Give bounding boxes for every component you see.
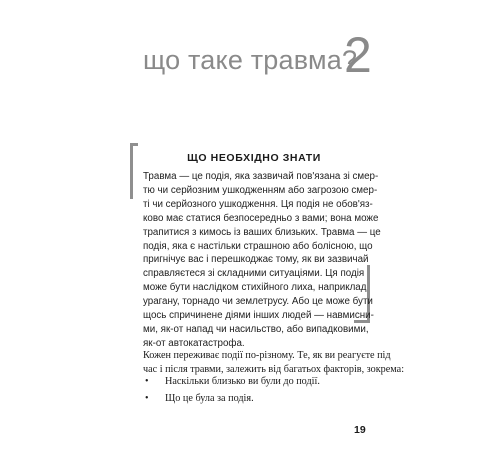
info-box-line: пригнічує вас і перешкоджає тому, як ви зазвичай (143, 254, 369, 266)
info-box-line: Травма — це подія, яка зазвичай пов'язана зі смер- (143, 171, 379, 182)
info-box-line: тю чи серйозним ушкодженням або загрозою смер- (143, 184, 378, 196)
info-box-line: справляєтеся зі складними ситуаціями. Ця подія (143, 268, 365, 280)
bullet-item (143, 375, 373, 390)
info-box-line: щось спричинене діями інших людей — навмисни- (143, 310, 374, 322)
bullet-list (143, 375, 373, 409)
lead-paragraph (143, 349, 405, 377)
bullet-text: Наскільки близько ви були до події. (165, 376, 320, 387)
chapter-title: що таке травма? (143, 45, 358, 75)
lead-line: Кожен переживає події по-різному. Те, як ви реагуєте під (143, 350, 391, 361)
page-number: 19 (354, 424, 366, 436)
info-box-top-left-bracket (130, 143, 138, 199)
bullet-item (143, 392, 373, 407)
info-box-line: урагану, торнадо чи землетрусу. Або це може бути (143, 296, 373, 308)
info-box-line: ми, як-от напад чи насильство, або випадковими, (143, 323, 369, 335)
info-box-line: може бути наслідком стихійного лиха, наприклад (143, 282, 367, 294)
bullet-marker: • (145, 376, 149, 387)
info-box-line: ково має статися безпосередньо з вами; вона може (143, 212, 379, 224)
lead-line: час і після травми, залежить від багатьох факторів, зокрема: (143, 364, 405, 375)
info-box-line: подія, яка є настільки страшною або болісною, що (143, 240, 373, 252)
info-box-line: ті чи серйозного ушкодження. Ця подія не обов'яз- (143, 198, 373, 210)
chapter-number: 2 (344, 27, 372, 83)
info-box-line: як-от автокатастрофа. (143, 337, 245, 349)
info-box-body (143, 170, 381, 351)
bullet-marker: • (145, 393, 149, 404)
bullet-text: Що це була за подія. (165, 393, 254, 404)
info-box-line: трапитися з кимось із ваших близьких. Травма — це (143, 226, 381, 238)
info-box-title: ЩО НЕОБХІДНО ЗНАТИ (187, 152, 321, 164)
